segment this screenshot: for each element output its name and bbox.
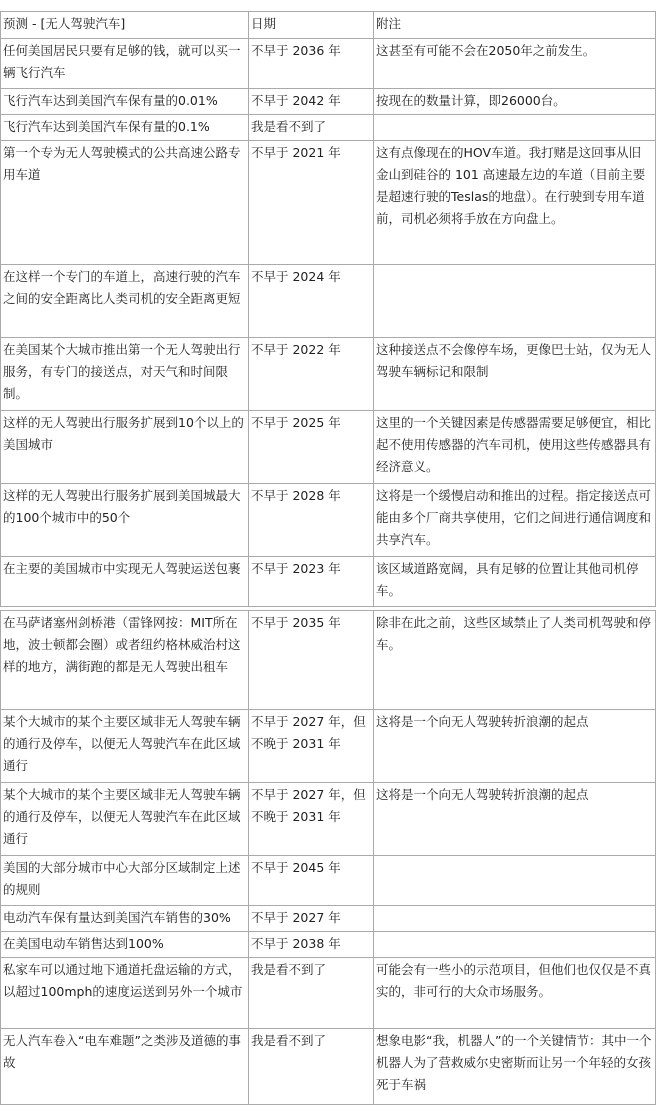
prediction-cell: 在主要的美国城市中实现无人驾驶运送包裹: [1, 557, 249, 607]
prediction-cell: 某个大城市的某个主要区域非无人驾驶车辆的通行及停车，以便无人驾驶汽车在此区域通行: [1, 710, 249, 783]
prediction-cell: 在马萨诸塞州剑桥港（雷锋网按：MIT所在地，波士顿都会圈）或者纽约格林威治村这样的地方，满街跑的都是无人驾驶出租车: [1, 611, 249, 710]
table-header-row: [1, 12, 656, 39]
date-cell: 我是看不到了: [249, 115, 374, 141]
table-row: [1, 1029, 656, 1105]
notes-cell: [374, 932, 656, 958]
notes-cell: 可能会有一些小的示范项目，但他们也仅仅是不真实的，非可行的大众市场服务。: [374, 958, 656, 1029]
table-row: [1, 611, 656, 710]
prediction-cell: 飞行汽车达到美国汽车保有量的0.1%: [1, 115, 249, 141]
prediction-cell: 某个大城市的某个主要区域非无人驾驶车辆的通行及停车，以便无人驾驶汽车在此区域通行: [1, 783, 249, 856]
table-row: [1, 484, 656, 557]
date-cell: 不早于 2021 年: [249, 141, 374, 265]
table-row: [1, 265, 656, 338]
date-cell: 不早于 2027 年，但不晚于 2031 年: [249, 710, 374, 783]
date-cell: 我是看不到了: [249, 1029, 374, 1105]
prediction-table-part-2: [0, 610, 656, 1105]
table-row: [1, 411, 656, 484]
prediction-table-part-1: [0, 11, 656, 607]
prediction-cell: 电动汽车保有量达到美国汽车销售的30%: [1, 906, 249, 932]
header-notes: 附注: [374, 12, 656, 39]
prediction-cell: 飞行汽车达到美国汽车保有量的0.01%: [1, 89, 249, 115]
date-cell: 不早于 2022 年: [249, 338, 374, 411]
notes-cell: 想象电影“我，机器人”的一个关键情节：其中一个机器人为了营救威尔史密斯而让另一个年轻的女孩死于车祸: [374, 1029, 656, 1105]
prediction-cell: 在这样一个专门的车道上，高速行驶的汽车之间的安全距离比人类司机的安全距离更短: [1, 265, 249, 338]
table-row: [1, 856, 656, 906]
date-cell: 我是看不到了: [249, 958, 374, 1029]
date-cell: 不早于 2025 年: [249, 411, 374, 484]
notes-cell: 这种接送点不会像停车场，更像巴士站，仅为无人驾驶车辆标记和限制: [374, 338, 656, 411]
notes-cell: [374, 856, 656, 906]
prediction-cell: 任何美国居民只要有足够的钱，就可以买一辆飞行汽车: [1, 39, 249, 89]
header-prediction: 预测 - [无人驾驶汽车]: [1, 12, 249, 39]
prediction-cell: 在美国电动车销售达到100%: [1, 932, 249, 958]
notes-cell: [374, 906, 656, 932]
prediction-cell: 在美国某个大城市推出第一个无人驾驶出行服务，有专门的接送点，对天气和时间限制。: [1, 338, 249, 411]
date-cell: 不早于 2024 年: [249, 265, 374, 338]
date-cell: 不早于 2027 年，但不晚于 2031 年: [249, 783, 374, 856]
prediction-cell: 这样的无人驾驶出行服务扩展到美国城最大的100个城市中的50个: [1, 484, 249, 557]
notes-cell: 按现在的数量计算，即26000台。: [374, 89, 656, 115]
notes-cell: [374, 115, 656, 141]
prediction-cell: 美国的大部分城市中心大部分区域制定上述的规则: [1, 856, 249, 906]
date-cell: 不早于 2038 年: [249, 932, 374, 958]
date-cell: 不早于 2035 年: [249, 611, 374, 710]
notes-cell: 这有点像现在的HOV车道。我打赌是这回事从旧金山到硅谷的 101 高速最左边的车道（目前主要是超速行驶的Teslas的地盘）。在行驶到专用车道前，司机必须将手放在方向盘上。: [374, 141, 656, 265]
date-cell: 不早于 2045 年: [249, 856, 374, 906]
date-cell: 不早于 2042 年: [249, 89, 374, 115]
table-row: [1, 338, 656, 411]
table-row: [1, 958, 656, 1029]
table-row: [1, 141, 656, 265]
table-row: [1, 932, 656, 958]
table-row: [1, 89, 656, 115]
notes-cell: 除非在此之前，这些区域禁止了人类司机驾驶和停车。: [374, 611, 656, 710]
notes-cell: 这将是一个缓慢启动和推出的过程。指定接送点可能由多个厂商共享使用，它们之间进行通信调度和共享汽车。: [374, 484, 656, 557]
notes-cell: 这甚至有可能不会在2050年之前发生。: [374, 39, 656, 89]
notes-cell: 这里的一个关键因素是传感器需要足够便宜，相比起不使用传感器的汽车司机，使用这些传感器具有经济意义。: [374, 411, 656, 484]
notes-cell: 这将是一个向无人驾驶转折浪潮的起点: [374, 710, 656, 783]
table-row: [1, 783, 656, 856]
table-row: [1, 115, 656, 141]
prediction-cell: 这样的无人驾驶出行服务扩展到10个以上的美国城市: [1, 411, 249, 484]
prediction-cell: 私家车可以通过地下通道托盘运输的方式，以超过100mph的速度运送到另外一个城市: [1, 958, 249, 1029]
table-row: [1, 557, 656, 607]
date-cell: 不早于 2028 年: [249, 484, 374, 557]
prediction-cell: 第一个专为无人驾驶模式的公共高速公路专用车道: [1, 141, 249, 265]
notes-cell: [374, 265, 656, 338]
header-date: 日期: [249, 12, 374, 39]
notes-cell: 该区域道路宽阔，具有足够的位置让其他司机停车。: [374, 557, 656, 607]
notes-cell: 这将是一个向无人驾驶转折浪潮的起点: [374, 783, 656, 856]
prediction-cell: 无人汽车卷入“电车难题”之类涉及道德的事故: [1, 1029, 249, 1105]
table-row: [1, 710, 656, 783]
date-cell: 不早于 2036 年: [249, 39, 374, 89]
date-cell: 不早于 2023 年: [249, 557, 374, 607]
table-row: [1, 39, 656, 89]
table-row: [1, 906, 656, 932]
date-cell: 不早于 2027 年: [249, 906, 374, 932]
